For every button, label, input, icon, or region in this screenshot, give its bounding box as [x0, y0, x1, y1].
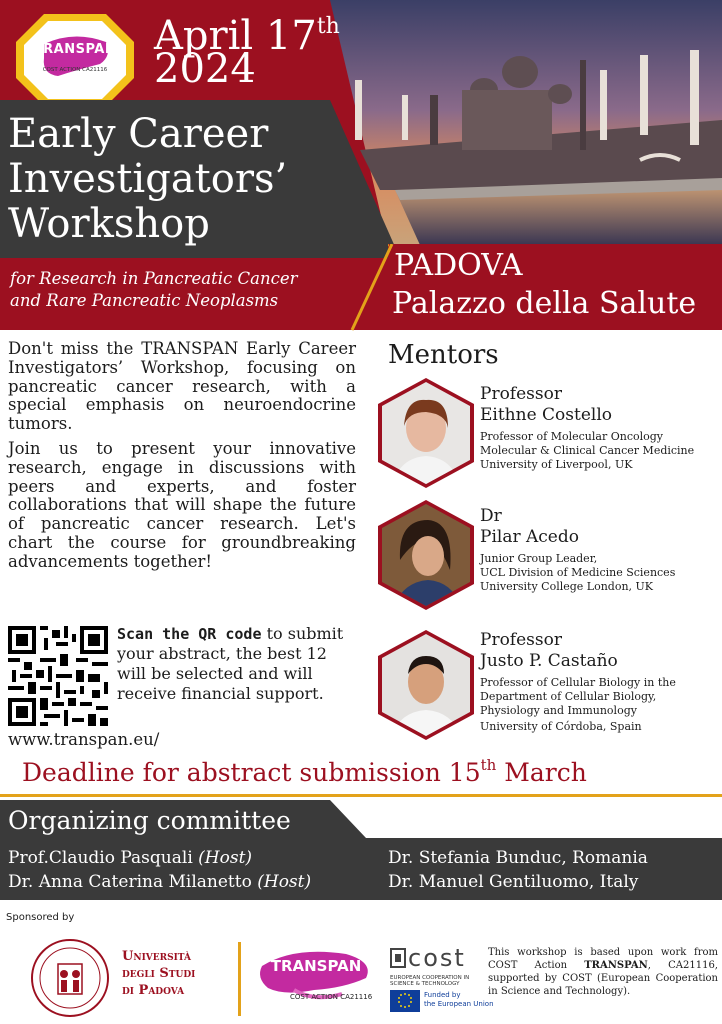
eu-flag-icon	[390, 990, 420, 1012]
sponsored-by-label: Sponsored by	[6, 912, 75, 923]
venue-city: PADOVA	[394, 248, 523, 283]
transpan-logo	[254, 944, 378, 1012]
badge-logo-subtext: COST ACTION CA21116	[42, 67, 108, 73]
transpan-logo-subtext: COST ACTION CA21116	[290, 993, 373, 1001]
abstract-deadline: Deadline for abstract submission 15th March	[22, 756, 587, 787]
mentor-2-photo	[378, 500, 474, 610]
mentor-3-line-4: University of Córdoba, Spain	[480, 720, 642, 733]
gold-diagonal-accent	[330, 244, 400, 334]
intro-paragraph-2: Join us to present your innovative research, engage in discussions with peers and experts, and foster collaborations that will shape the future of pancreatic cancer research. Let's chart the course for groundbreaking advancements together!	[8, 438, 356, 571]
mentor-2-name: Pilar Acedo	[480, 527, 579, 547]
mentor-3-title: Professor	[480, 630, 562, 650]
workshop-title: Early Career Investigators’ Workshop	[8, 111, 288, 247]
intro-text	[8, 340, 356, 578]
mentor-1-photo	[378, 378, 474, 488]
university-seal-icon	[30, 938, 110, 1018]
mentor-1-line-2: Molecular & Clinical Cancer Medicine	[480, 444, 695, 457]
host-1: Prof.Claudio Pasquali (Host)	[8, 848, 253, 868]
eu-funding-text: Funded by the European Union	[424, 991, 494, 1008]
gold-separator	[0, 794, 722, 797]
cost-logo-subtext: EUROPEAN COOPERATION IN SCIENCE & TECHNOLOGY	[390, 975, 470, 987]
event-year: 2024	[154, 46, 256, 92]
cost-mark-icon	[390, 948, 406, 968]
intro-paragraph-1: Don't miss the TRANSPAN Early Career Investigators’ Workshop, focusing on pancreatic cancer research, with a special emphasis on neuroendocrine tumors.	[8, 339, 356, 434]
transpan-badge	[14, 12, 136, 108]
qr-code[interactable]	[8, 626, 108, 726]
mentor-3-line-3: Physiology and Immunology	[480, 704, 637, 717]
mentor-1-line-3: University of Liverpool, UK	[480, 458, 633, 471]
university-name: Università degli Studi di Padova	[122, 949, 196, 998]
workshop-subtitle: for Research in Pancreatic Cancer and Rare Pancreatic Neoplasms	[10, 269, 298, 310]
member-2: Dr. Manuel Gentiluomo, Italy	[388, 872, 639, 892]
mentor-3-line-2: Department of Cellular Biology,	[480, 690, 657, 703]
cost-acknowledgement: This workshop is based upon work from COST Action TRANSPAN, CA21116, supported by COST (European Cooperation in Science and Technology).	[488, 947, 718, 997]
website-link[interactable]: www.transpan.eu/	[8, 730, 160, 749]
organizing-members	[388, 846, 648, 894]
mentor-2-line-2: UCL Division of Medicine Sciences	[480, 566, 676, 579]
mentor-3-line-1: Professor of Cellular Biology in the	[480, 676, 676, 689]
cost-logo-text: cost	[408, 944, 466, 972]
transpan-logo-text: TRANSPAN	[270, 957, 362, 975]
host-2: Dr. Anna Caterina Milanetto (Host)	[8, 872, 312, 892]
mentors-heading: Mentors	[388, 340, 499, 370]
mentor-2-title: Dr	[480, 506, 502, 526]
venue-place: Palazzo della Salute	[392, 286, 697, 321]
mentor-2-line-3: University College London, UK	[480, 580, 654, 593]
member-1: Dr. Stefania Bunduc, Romania	[388, 848, 648, 868]
badge-logo-text: TRANSPAN	[33, 42, 117, 57]
mentor-3-photo	[378, 630, 474, 740]
mentor-1-name: Eithne Costello	[480, 405, 613, 425]
event-date: April 17th	[154, 13, 340, 59]
organizing-hosts	[8, 846, 311, 894]
mentor-2-line-1: Junior Group Leader,	[480, 552, 598, 565]
qr-instructions: Scan the QR code to submit your abstract, the best 12 will be selected and will receive financial support.	[117, 624, 344, 703]
mentor-1-title: Professor	[480, 384, 562, 404]
mentor-1-line-1: Professor of Molecular Oncology	[480, 430, 663, 443]
sponsor-divider	[238, 942, 241, 1016]
mentor-3-name: Justo P. Castaño	[480, 651, 618, 671]
organizing-heading: Organizing committee	[8, 806, 291, 835]
